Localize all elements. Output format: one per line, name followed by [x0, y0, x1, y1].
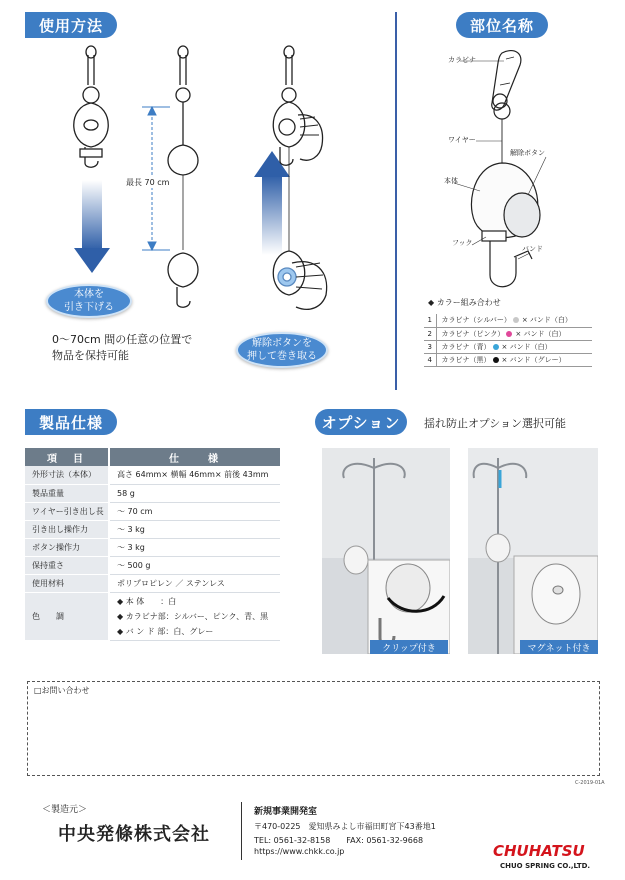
contact-title: □お問い合わせ [34, 686, 90, 695]
parts-illustration [420, 45, 610, 295]
combo-no: 1 [424, 314, 436, 327]
section-tag-usage: 使用方法 [25, 12, 117, 38]
table-row [25, 592, 280, 640]
combo-no: 2 [424, 327, 436, 340]
table-row [25, 556, 280, 574]
color-dot-icon [493, 357, 499, 363]
label-body: 本体 [444, 177, 458, 185]
color-dot-icon [513, 317, 519, 323]
address: 〒470-0225 愛知県みよし市福田町宮下43番地1 [254, 822, 436, 831]
bubble-pull [46, 284, 132, 318]
document-code: C-2019-01A [575, 780, 605, 786]
color-combo-row [424, 327, 592, 340]
spec-color-line: ◆ バ ン ド 部：白、グレー [117, 626, 214, 636]
clip-option-caption: クリップ付き [370, 640, 448, 654]
color-combo-row [424, 340, 592, 353]
table-row [25, 574, 280, 592]
combo-carabiner: カラビナ（黒） [441, 355, 491, 364]
spec-value: ～ 70 cm [109, 502, 280, 520]
spec-key: ボタン操作力 [25, 538, 109, 556]
magnet-option-photo [468, 448, 598, 654]
section-tag-parts: 部位名称 [456, 12, 548, 38]
table-row [25, 538, 280, 556]
spec-table [25, 448, 280, 641]
combo-carabiner: カラビナ（シルバー） [441, 316, 511, 325]
combo-band: × バンド（白） [521, 316, 572, 325]
combo-carabiner: カラビナ（青） [441, 342, 491, 351]
label-band: バンド [522, 245, 543, 253]
table-row [25, 520, 280, 538]
label-carabiner: カラビナ [448, 56, 476, 64]
spec-key: ワイヤー引き出し長 [25, 502, 109, 520]
spec-value: 高さ 64mm× 横幅 46mm× 前後 43mm [109, 466, 280, 484]
magnet-option-caption: マグネット付き [520, 640, 598, 654]
spec-head-spec: 仕 様 [109, 448, 280, 466]
usage-illustration [30, 45, 390, 375]
usage-desc-line1: 0～70cm 間の任意の位置で [52, 333, 193, 346]
usage-desc-line2: 物品を保持可能 [52, 349, 129, 362]
color-combo-row [424, 353, 592, 366]
spec-key: 引き出し操作力 [25, 520, 109, 538]
color-combo-row [424, 314, 592, 327]
label-hook: フック [452, 239, 473, 247]
color-combo-title: ◆ カラー組み合わせ [428, 298, 501, 307]
contact-box [27, 681, 600, 776]
spec-key: 製品重量 [25, 484, 109, 502]
combo-band: × バンド（白） [501, 342, 552, 351]
phone-fax: TEL: 0561-32-8158 FAX: 0561-32-9668 [254, 836, 424, 845]
maker-label: ＜製造元＞ [42, 805, 88, 815]
footer-divider [241, 802, 242, 860]
bubble-release-line2: 押して巻き取る [247, 351, 317, 362]
chuhatsu-logo: CHUHATSU [493, 842, 585, 860]
section-tag-spec: 製品仕様 [25, 409, 117, 435]
combo-band: × バンド（白） [515, 329, 566, 338]
option-description: 揺れ防止オプション選択可能 [424, 417, 567, 430]
spec-key: 保持重さ [25, 556, 109, 574]
logo-subtitle: CHUO SPRING CO.,LTD. [500, 862, 591, 870]
spec-value: ～ 3 kg [109, 538, 280, 556]
section-tag-option: オプション [315, 409, 407, 435]
spec-color-line: ◆ カラビナ部：シルバー、ピンク、青、黒 [117, 611, 269, 621]
spec-value: ポリプロピレン ／ ステンレス [109, 574, 280, 592]
max-length-label: 最長 70 cm [126, 178, 170, 187]
combo-no: 3 [424, 340, 436, 353]
spec-key: 外形寸法（本体） [25, 466, 109, 484]
website-link[interactable]: https://www.chkk.co.jp [254, 847, 345, 856]
color-dot-icon [493, 344, 499, 350]
table-row [25, 484, 280, 502]
spec-head-item: 項 目 [25, 448, 109, 466]
spec-color-line: ◆ 本 体 ：白 [117, 596, 177, 606]
color-dot-icon [506, 331, 512, 337]
spec-value: 58 g [109, 484, 280, 502]
label-release-button: 解除ボタン [510, 149, 545, 157]
clip-option-photo [322, 448, 450, 654]
usage-description [52, 332, 192, 364]
spec-value: ～ 500 g [109, 556, 280, 574]
spec-value: ～ 3 kg [109, 520, 280, 538]
color-combo-table [424, 314, 592, 367]
section-divider [395, 12, 397, 390]
spec-key: 色 調 [25, 592, 109, 640]
spec-key: 使用材料 [25, 574, 109, 592]
department: 新規事業開発室 [254, 807, 318, 817]
table-row [25, 466, 280, 484]
combo-band: × バンド（グレー） [501, 355, 566, 364]
combo-no: 4 [424, 353, 436, 366]
label-wire: ワイヤー [448, 136, 476, 144]
table-row [25, 502, 280, 520]
bubble-release-line1: 解除ボタンを [252, 338, 312, 349]
bubble-pull-line2: 引き下げる [64, 302, 114, 313]
company-name: 中央発條株式会社 [58, 824, 210, 845]
bubble-pull-line1: 本体を [74, 289, 104, 300]
bubble-release [236, 332, 328, 368]
combo-carabiner: カラビナ（ピンク） [441, 329, 505, 338]
